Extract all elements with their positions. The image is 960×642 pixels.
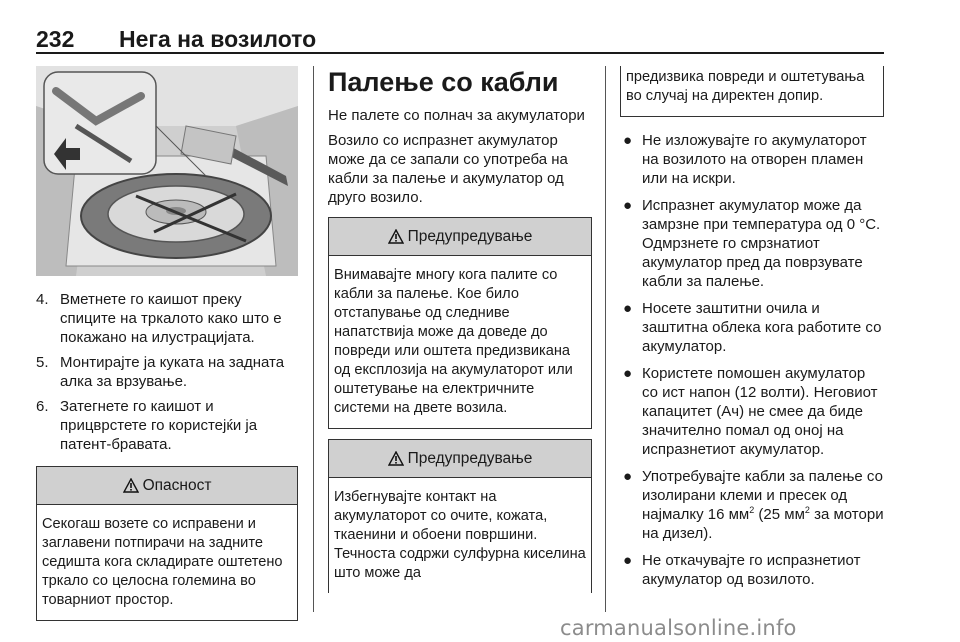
- list-item: [620, 467, 884, 543]
- bullet-dot-icon: ●: [623, 300, 633, 317]
- bullet-text: Употребувајте кабли за палење со изолирани клеми и пресек од најмалку 16 $мм^2$ (25 $мм^2$ за мотори на дизел).: [642, 468, 884, 542]
- warning-box-text: Внимавајте многу кога палите со кабли за палење. Кое било отстапување од следниве напатствија може да доведе до повреди или оштета предизвикана од експлозија на акумулаторот или оштетување на електричните системи на двете возила.: [334, 267, 573, 416]
- warning-triangle-icon: [388, 229, 404, 244]
- warning-box-text: предизвика повреди и оштетувања во случај на директен допир.: [626, 69, 865, 104]
- bullet-dot-icon: ●: [623, 468, 633, 485]
- warning-triangle-icon: [123, 478, 139, 493]
- warning-box-text: Избегнувајте контакт на акумулаторот со очите, кожата, ткаенини и обоени површини. Течноста содржи сулфурна киселина што може да: [334, 489, 586, 581]
- column-middle: [328, 66, 592, 593]
- step-number: 6.: [36, 398, 49, 415]
- bullet-list: [620, 131, 884, 589]
- list-item: [36, 353, 298, 391]
- warning-box-title: Предупредување: [407, 449, 533, 467]
- section-heading: Палење со кабли: [328, 67, 559, 97]
- bullet-dot-icon: ●: [623, 197, 633, 214]
- paragraph: Возило со испразнет акумулатор може да се запали со употреба на кабли за палење и акумулатор од друго возило.: [328, 132, 568, 206]
- column-divider: [313, 66, 314, 612]
- warning-box-title: Предупредување: [407, 227, 533, 245]
- list-item: [36, 290, 298, 347]
- bullet-text: Носете заштитни очила и заштитна облека кога работите со акумулатор.: [642, 300, 882, 355]
- column-right: [620, 66, 884, 597]
- list-item: [620, 131, 884, 188]
- list-item: [620, 299, 884, 356]
- warning-triangle-icon: [388, 451, 404, 466]
- danger-box-title: Опасност: [142, 476, 212, 494]
- bullet-text: Користете помошен акумулатор со ист напон (12 волти). Неговиот капацитет (Ач) не смее да биде значително помал од оној на испразнетиот акумулатор.: [642, 365, 878, 458]
- section-title: Нега на возилото: [119, 26, 317, 52]
- danger-box-header: [37, 467, 297, 505]
- step-text: Вметнете го каишот преку спиците на тркалото како што е покажано на илустрацијата.: [60, 291, 282, 346]
- spare-wheel-illustration: [36, 66, 298, 276]
- bullet-dot-icon: ●: [623, 365, 633, 382]
- bullet-dot-icon: ●: [623, 132, 633, 149]
- danger-box-text: Секогаш возете со исправени и заглавени потпирачи на задните седишта кога складирате оштетено тркало со целосна големина во товарниот простор.: [42, 516, 283, 608]
- list-item: [620, 196, 884, 291]
- step-number: 4.: [36, 291, 49, 308]
- warning-box-header: [329, 218, 591, 256]
- warning-box-header: [329, 440, 591, 478]
- warning-box: [328, 217, 592, 429]
- steps-list: [36, 290, 298, 454]
- page-number: 232: [36, 26, 75, 52]
- danger-box: [36, 466, 298, 621]
- column-left: [36, 66, 298, 621]
- column-divider: [605, 66, 606, 612]
- step-number: 5.: [36, 354, 49, 371]
- warning-box-continued: [620, 66, 884, 117]
- list-item: [36, 397, 298, 454]
- page-header: [36, 22, 884, 52]
- list-item: [620, 364, 884, 459]
- list-item: [620, 551, 884, 589]
- bullet-text: Не изложувајте го акумулаторот на возилото на отворен пламен или на искри.: [642, 132, 867, 187]
- bullet-text: Не откачувајте го испразнетиот акумулатор од возилото.: [642, 552, 861, 588]
- paragraph: Не палете со полнач за акумулатори: [328, 107, 585, 124]
- step-text: Затегнете го каишот и прицврстете го користејќи ја патент-бравата.: [60, 398, 258, 453]
- header-rule: [36, 52, 884, 54]
- warning-box: [328, 439, 592, 593]
- bullet-text: Испразнет акумулатор може да замрзне при температура од 0 °C. Одмрзнете го смрзнатиот акумулатор пред да поврзувате кабли за палење.: [642, 197, 881, 290]
- step-text: Монтирајте ја куката на задната алка за врзување.: [60, 354, 285, 390]
- bullet-dot-icon: ●: [623, 552, 633, 569]
- watermark: carmanualsonline.info: [560, 616, 797, 640]
